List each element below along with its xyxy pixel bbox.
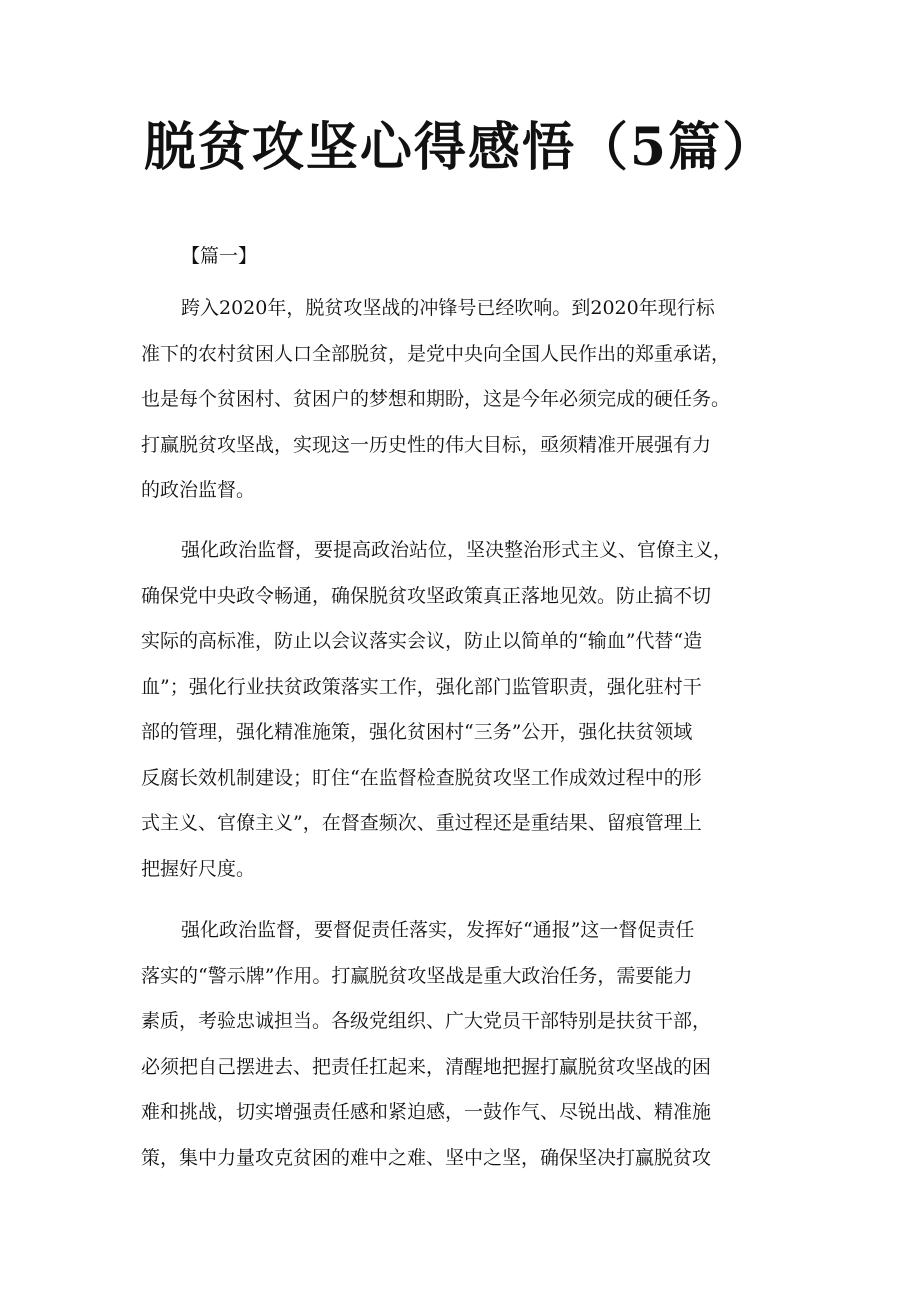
text-line: 把握好尺度。 [141,857,256,880]
text-line: 打赢脱贫攻坚战，实现这一历史性的伟大目标，亟须精准开展强有力 [141,433,712,456]
text-line: 反腐长效机制建设；盯住“在监督检查脱贫攻坚工作成效过程中的形 [141,766,702,789]
section-label: 【篇一】 [181,245,258,267]
text-line: 强化政治监督，要督促责任落实，发挥好“通报”这一督促责任 [181,919,695,941]
text-line: 实际的高标准，防止以会议落实会议，防止以简单的“输血”代替“造 [141,630,703,652]
text-line: 落实的“警示牌”作用。打赢脱贫攻坚战是重大政治任务，需要能力 [141,964,693,987]
text-line: 必须把自己摆进去、把责任扛起来，清醒地把握打赢脱贫攻坚战的困 [141,1055,712,1078]
text-line: 策，集中力量攻克贫困的难中之难、坚中之坚，确保坚决打赢脱贫攻 [141,1146,712,1169]
text-line: 跨入2020年，脱贫攻坚战的冲锋号已经吹响。到2020年现行标 [181,297,715,319]
paragraph-2 [141,528,786,892]
paragraph-3 [141,908,786,1181]
text-line: 也是每个贫困村、贫困户的梦想和期盼，这是今年必须完成的硬任务。 [141,388,731,410]
text-line: 式主义、官僚主义”，在督查频次、重过程还是重结果、留痕管理上 [141,812,702,834]
paragraph-1 [141,286,786,514]
text-line: 血”；强化行业扶贫政策落实工作，强化部门监管职责，强化驻村干 [141,675,702,698]
text-line: 难和挑战，切实增强责任感和紧迫感，一鼓作气、尽锐出战、精准施 [141,1101,712,1123]
text-line: 准下的农村贫困人口全部脱贫，是党中央向全国人民作出的郑重承诺， [141,342,731,365]
page-title: 脱贫攻坚心得感悟（5篇） [143,117,777,178]
text-line: 确保党中央政令畅通，确保脱贫攻坚政策真正落地见效。防止搞不切 [141,584,712,607]
text-line: 部的管理，强化精准施策，强化贫困村“三务”公开，强化扶贫领域 [141,721,693,743]
text-line: 素质，考验忠诚担当。各级党组织、广大党员干部特别是扶贫干部， [141,1010,712,1032]
text-line: 强化政治监督，要提高政治站位，坚决整治形式主义、官僚主义， [181,539,733,561]
text-line: 的政治监督。 [141,479,256,501]
